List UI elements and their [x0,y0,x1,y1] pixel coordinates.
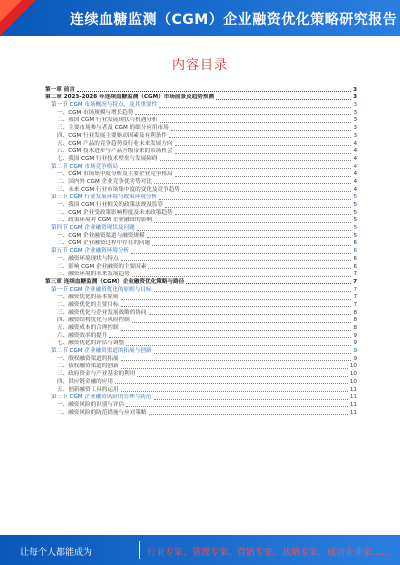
toc-leader-dots [121,259,352,261]
toc-leader-dots [131,252,351,254]
toc-entry-page: 4 [353,140,357,147]
toc-entry-label: 三、政策环境对 CGM 企业融资的影响 [57,217,152,224]
toc-entry-label: 第四节 CGM 企业融资现状及问题 [51,225,135,232]
toc-entry-label: 第三节 CGM 企业融资风险的管理与防范 [51,394,152,401]
toc-entry[interactable] [45,370,357,378]
footer-slogan-left: 让每个人都能成为 [20,548,93,558]
toc-entry-label: 二、融资风险的防范措施与应对策略 [57,409,147,416]
toc-entry-page: 3 [353,94,357,101]
toc-entry-page: 3 [353,109,357,116]
toc-entry[interactable] [45,155,357,163]
toc-entry-page: 9 [353,355,357,362]
toc-entry[interactable] [45,394,357,402]
toc-leader-dots [121,305,352,307]
toc-leader-dots [152,244,351,246]
toc-entry[interactable] [45,209,357,217]
toc-entry[interactable] [45,263,357,271]
toc-leader-dots [154,290,352,292]
toc-entry[interactable] [45,294,357,302]
footer-slogan-right: 行业专家、管理专家、营销专家、战略专家、成功企业家…… [147,548,391,558]
toc-entry-label: 三、未来 CGM 行业市场集中度的变化及竞争趋势 [57,186,180,193]
toc-entry-page: 6 [353,255,357,262]
toc-entry-label: 第一章 前言 [45,86,75,93]
toc-leader-dots [175,213,352,215]
toc-leader-dots [126,405,348,407]
toc-leader-dots [147,236,352,238]
toc-entry-page: 11 [349,409,357,416]
toc-leader-dots [160,159,352,161]
toc-entry-label: 七、融资优化的评估与调整 [57,340,125,347]
toc-entry-page: 7 [353,294,357,301]
toc-entry-label: 第五节 CGM 企业融资环境分析 [51,248,130,255]
toc-entry[interactable] [45,386,357,394]
toc-leader-dots [175,152,352,154]
toc-entry-page: 4 [353,178,357,185]
toc-leader-dots [137,375,348,377]
toc-entry[interactable] [45,340,357,348]
toc-leader-dots [121,390,348,392]
toc-entry-page: 4 [353,171,357,178]
toc-entry-label: 第一节 CGM 企业融资优化的原则与目标 [51,286,152,293]
toc-entry-page: 8 [353,309,357,316]
toc-entry-page: 7 [353,286,357,293]
toc-leader-dots [121,329,352,331]
toc-entry-label: 二、融资优化的主要目标 [57,301,119,308]
toc-entry-page: 4 [353,163,357,170]
toc-entry[interactable] [45,132,357,140]
toc-entry-label: 二、CGM 企业受政策影响程度及未来政策趋势 [57,209,173,216]
toc-entry[interactable] [45,332,357,340]
toc-entry[interactable] [45,217,357,225]
toc-entry[interactable] [45,240,357,248]
toc-entry[interactable] [45,255,357,263]
toc-entry-label: 五、创新融资工具的运用 [57,386,119,393]
toc-entry-label: 三、融资环境的未来发展趋势 [57,271,130,278]
toc-entry-label: 第二节 CGM 企业融资渠道的拓展与创新 [51,348,152,355]
toc-entry[interactable] [45,186,357,194]
toc-entry-label: 一、CGM 市场规模与增长趋势 [57,109,134,116]
toc-entry-label: 第三章 连续血糖监测（CGM）企业融资优化策略与路径 [45,278,185,285]
toc-entry-page: 6 [353,263,357,270]
toc-entry-label: 一、我国 CGM 行业相关的政策法规及监管 [57,202,164,208]
toc-entry-page: 9 [353,340,357,347]
toc-entry[interactable] [45,124,357,132]
toc-entry-label: 七、我国 CGM 行业技术壁垒与发展障碍 [57,155,158,162]
toc-entry[interactable] [45,278,357,286]
toc-entry-label: 三、政府资金与产业基金的利用 [57,371,136,378]
toc-entry-label: 六、融资效率的提升 [57,332,108,339]
toc-entry-page: 6 [353,240,357,247]
toc-entry[interactable] [45,309,357,317]
toc-entry-page: 7 [353,271,357,278]
toc-entry[interactable] [45,178,357,186]
toc-entry-label: 四、融资结构优化与风险控制 [57,317,130,324]
toc-entry-label: 一、CGM 企业融资渠道与融资规模 [57,232,145,239]
toc-entry-label: 三、主要市场参与者及 CGM 的细分应用市场 [57,125,169,132]
toc-leader-dots [169,136,351,138]
toc-entry[interactable] [45,409,357,417]
toc-entry-label: 第二章 2023-2028 年连续血糖监测（CGM）市场前景及趋势预测 [45,94,215,101]
toc-entry-label: 五、融资成本的合理控制 [57,325,119,331]
toc-entry[interactable] [45,247,357,255]
toc-entry-label: 三、融资优化与企业发展战略的协同 [57,309,147,316]
toc-entry[interactable] [45,109,357,117]
toc-leader-dots [109,336,351,338]
toc-entry-page: 6 [353,248,357,255]
toc-entry[interactable] [45,148,357,156]
toc-entry-label: 第二节 CGM 市场竞争格局 [51,163,118,170]
toc-entry-label: 一、股权融资渠道的拓展 [57,355,119,362]
toc-leader-dots [160,121,352,123]
toc-entry-page: 3 [353,86,357,93]
toc-leader-dots [132,275,352,277]
toc-leader-dots [135,113,351,115]
toc-entry-label: 一、CGM 市场集中度分析及主要企业竞争格局 [57,171,173,178]
toc-leader-dots [154,398,348,400]
toc-leader-dots [175,175,352,177]
toc-entry-page: 11 [349,386,357,393]
toc-entry-label: 一、融资风险的识别与评估 [57,401,125,408]
toc-leader-dots [121,359,352,361]
toc-entry-page: 10 [349,378,357,385]
footer-divider [139,541,140,559]
toc-entry-page: 11 [349,394,357,401]
toc-entry-page: 5 [353,217,357,224]
toc-entry-page: 9 [353,348,357,355]
toc-entry-page: 5 [353,209,357,216]
report-title: 连续血糖监测（CGM）企业融资优化策略研究报告 [70,12,398,28]
toc-entry-label: 二、CGM 企业融资过程中存在的问题 [57,240,151,247]
toc-entry-page: 5 [353,202,357,208]
toc-entry-page: 5 [353,194,357,201]
toc-entry-label: 二、国内外 CGM 企业竞争优劣势对比 [57,178,152,185]
toc-entry[interactable] [45,194,357,202]
toc-entry-label: 二、债权融资渠道的创新 [57,363,119,370]
toc-entry-label: 四、供应链金融的应用 [57,378,113,385]
toc-leader-dots [121,367,348,369]
toc-entry[interactable] [45,86,357,94]
toc-leader-dots [154,221,352,223]
toc-entry-page: 9 [353,332,357,339]
toc-leader-dots [171,129,352,131]
toc-entry[interactable] [45,201,357,209]
toc-entry-page: 4 [353,148,357,155]
toc-leader-dots [159,106,351,108]
toc-entry[interactable] [45,286,357,294]
toc-entry-label: 四、CGM 行业发展主要驱动因素及有利条件 [57,132,167,139]
toc-entry-page: 5 [353,225,357,232]
toc-entry[interactable] [45,163,357,171]
toc-leader-dots [126,344,351,346]
toc-entry-page: 11 [349,401,357,408]
toc-leader-dots [159,198,351,200]
toc-leader-dots [120,167,351,169]
toc-entry-page: 3 [353,102,357,109]
table-of-contents [45,86,357,417]
toc-leader-dots [132,321,352,323]
toc-entry[interactable] [45,117,357,125]
toc-entry-page: 8 [353,325,357,331]
toc-leader-dots [175,144,352,146]
toc-entry-label: 一、融资环境现状与特点 [57,255,119,262]
toc-entry-label: 六、CGM 技术进步与产品升级带来的市场机会 [57,148,173,155]
toc-leader-dots [149,313,352,315]
toc-entry-page: 4 [353,155,357,162]
toc-entry[interactable] [45,347,357,355]
toc-entry-page: 8 [353,317,357,324]
toc-leader-dots [154,182,352,184]
toc-entry[interactable] [45,401,357,409]
toc-entry-label: 第一节 CGM 市场概况与特点，及其重要性 [51,102,158,109]
toc-entry-page: 3 [353,125,357,132]
toc-leader-dots [154,352,352,354]
toc-leader-dots [186,282,351,284]
toc-entry[interactable] [45,232,357,240]
toc-entry[interactable] [45,363,357,371]
toc-entry-page: 3 [353,132,357,139]
toc-entry[interactable] [45,301,357,309]
toc-leader-dots [216,98,351,100]
toc-leader-dots [148,267,351,269]
toc-entry-page: 7 [353,278,357,285]
toc-entry-page: 10 [349,363,357,370]
toc-entry-page: 5 [353,232,357,239]
toc-entry-page: 4 [353,186,357,193]
header-decoration-orange [0,0,22,22]
toc-entry-label: 二、我国 CGM 行业发展现状与机遇分析 [57,117,158,124]
toc-entry[interactable] [45,101,357,109]
toc-entry[interactable] [45,317,357,325]
toc-leader-dots [77,90,351,92]
toc-leader-dots [115,382,348,384]
toc-entry[interactable] [45,324,357,332]
toc-entry-page: 3 [353,117,357,124]
toc-entry[interactable] [45,94,357,102]
toc-entry-page: 10 [349,371,357,378]
toc-entry-label: 五、CGM 产品的竞争趋势及行业未来发展方向 [57,140,173,147]
toc-entry[interactable] [45,378,357,386]
toc-entry[interactable] [45,271,357,279]
toc-entry-label: 二、影响 CGM 企业融资的主要因素 [57,263,147,270]
toc-entry-page: 7 [353,301,357,308]
toc-leader-dots [149,413,348,415]
toc-heading: 内容目录 [171,58,228,73]
toc-leader-dots [165,206,351,208]
toc-leader-dots [182,190,352,192]
toc-entry[interactable] [45,171,357,179]
toc-entry[interactable] [45,224,357,232]
toc-entry-label: 第三节 CGM 行业发展环境与政策环境分析 [51,194,158,201]
toc-entry-label: 一、融资优化的基本原则 [57,294,119,301]
toc-entry[interactable] [45,355,357,363]
toc-entry[interactable] [45,140,357,148]
toc-leader-dots [137,229,352,231]
toc-leader-dots [121,298,352,300]
